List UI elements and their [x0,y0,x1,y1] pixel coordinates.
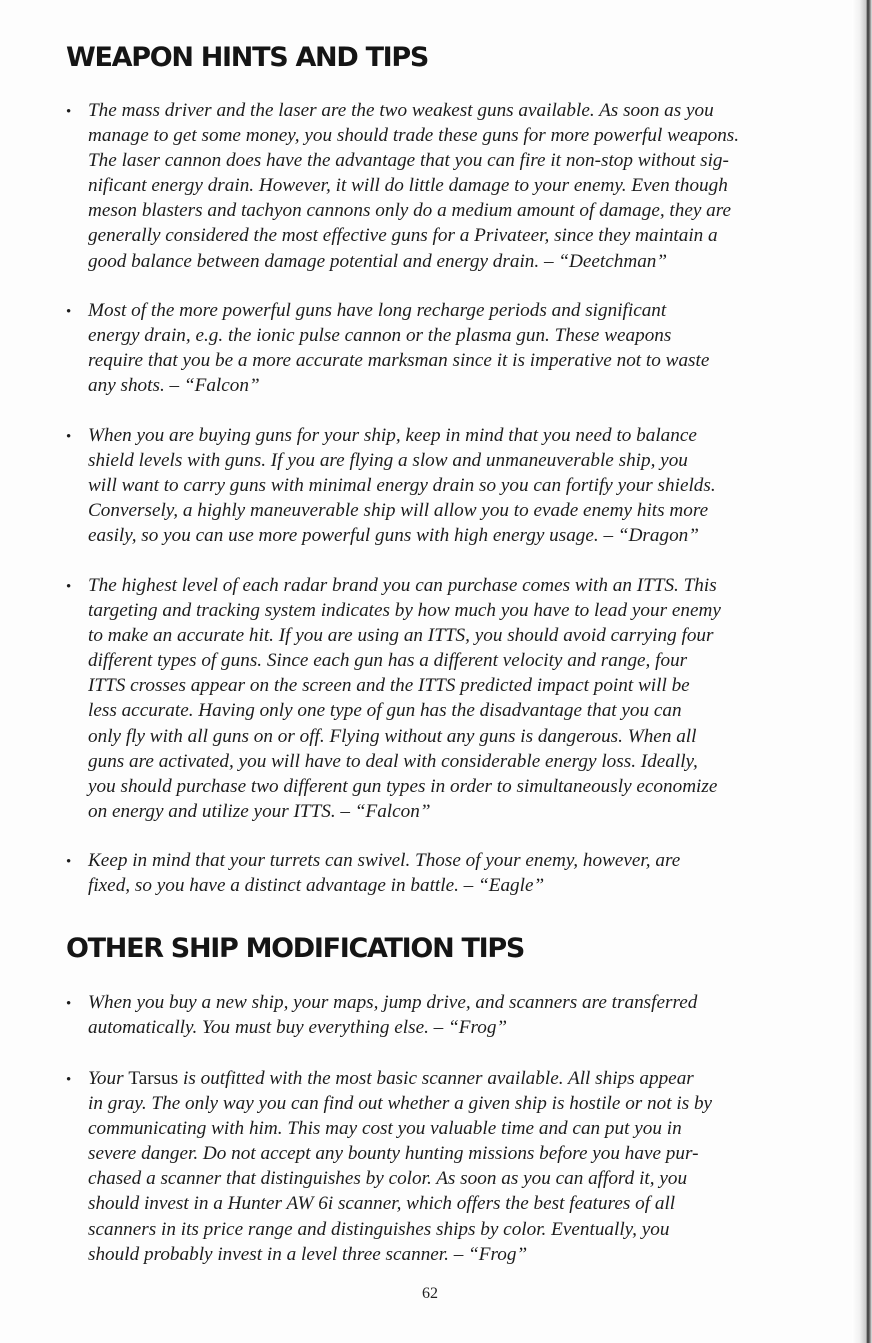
tip-line-rest: is outfitted with the most basic scanner available. All ships appear [178,1068,694,1089]
tip-line: to make an accurate hit. If you are using an ITTS, you should avoid carrying four [88,625,714,647]
tip-line: communicating with him. This may cost you valuable time and can put you in [88,1118,682,1140]
tip-line: easily, so you can use more powerful guns with high energy usage. – “Dragon” [88,525,699,547]
bullet-icon: • [66,579,72,595]
tip-line: should invest in a Hunter AW 6i scanner, which offers the best features of all [88,1193,676,1215]
page-number: 62 [422,1285,438,1302]
tip-line: When you are buying guns for your ship, keep in mind that you need to balance [88,425,697,446]
tip-list-item [66,423,806,548]
tip-line: you should purchase two different gun types in order to simultaneously economize [88,775,718,797]
tip-line: Keep in mind that your turrets can swivel. Those of your enemy, however, are [88,850,681,871]
tip-line: shield levels with guns. If you are flying a slow and unmaneuverable ship, you [88,450,688,472]
tip-text [88,848,806,898]
tip-line: targeting and tracking system indicates by how much you have to lead your enemy [88,600,721,622]
bullet-icon: • [66,1072,72,1088]
tip-text [88,298,806,398]
tip-line: in gray. The only way you can find out whether a given ship is hostile or not is by [88,1093,713,1115]
tip-line: guns are activated, you will have to deal with considerable energy loss. Ideally, [88,750,698,772]
tip-line: energy drain, e.g. the ionic pulse cannon or the plasma gun. These weapons [88,325,672,347]
tip-line: Conversely, a highly maneuverable ship will allow you to evade enemy hits more [88,500,709,522]
tip-line: chased a scanner that distinguishes by color. As soon as you can afford it, you [88,1168,688,1190]
tip-list-item [66,848,806,898]
tip-text [88,573,806,824]
tip-text [88,1066,806,1267]
book-spine-edge [852,0,872,1343]
tip-list-item [66,298,806,398]
tip-line: any shots. – “Falcon” [88,375,260,397]
tip-line: manage to get some money, you should trade these guns for more powerful weapons. [88,125,740,147]
tip-line: When you buy a new ship, your maps, jump drive, and scanners are transferred [88,992,698,1013]
tip-line: ITTS crosses appear on the screen and the ITTS predicted impact point will be [88,675,690,697]
tip-line: The highest level of each radar brand you can purchase comes with an ITTS. This [88,575,717,596]
tip-line: less accurate. Having only one type of gun has the disadvantage that you can [88,700,682,722]
bullet-icon: • [66,304,72,320]
tip-list-item [66,990,806,1040]
tip-line: generally considered the most effective guns for a Privateer, since they maintain a [88,225,718,247]
bullet-icon: • [66,854,72,870]
tip-line: Most of the more powerful guns have long recharge periods and significant [88,300,667,321]
tip-text [88,990,806,1040]
ship-name: Tarsus [128,1068,179,1089]
tip-line: meson blasters and tachyon cannons only do a medium amount of damage, they are [88,200,732,222]
tip-line: on energy and utilize your ITTS. – “Falcon” [88,800,431,822]
tip-line: The mass driver and the laser are the two weakest guns available. As soon as you [88,100,714,121]
tip-line: require that you be a more accurate marksman since it is imperative not to waste [88,350,710,372]
section-heading-weapon-hints: WEAPON HINTS AND TIPS [66,42,429,73]
tip-list-item [66,98,806,274]
tip-line [88,1066,806,1091]
tip-line: nificant energy drain. However, it will do little damage to your enemy. Even though [88,175,728,197]
tip-text [88,423,806,548]
bullet-icon: • [66,104,72,120]
tip-list-item [66,573,806,824]
tip-list-item [66,1066,806,1267]
tip-text [88,98,806,274]
tip-line: should probably invest in a level three scanner. – “Frog” [88,1243,528,1265]
tip-line: only fly with all guns on or off. Flying without any guns is dangerous. When all [88,725,697,747]
tip-line-prefix: Your [88,1068,129,1089]
bullet-icon: • [66,996,72,1012]
tip-line: will want to carry guns with minimal energy drain so you can fortify your shields. [88,475,716,497]
tip-line: fixed, so you have a distinct advantage in battle. – “Eagle” [88,875,545,897]
bullet-icon: • [66,429,72,445]
section-heading-ship-modification: OTHER SHIP MODIFICATION TIPS [66,933,524,964]
tip-line: severe danger. Do not accept any bounty hunting missions before you have pur- [88,1143,699,1165]
tip-line: good balance between damage potential and energy drain. – “Deetchman” [88,250,668,272]
tip-line: scanners in its price range and distinguishes ships by color. Eventually, you [88,1218,670,1240]
tip-line: The laser cannon does have the advantage that you can fire it non-stop without sig- [88,150,729,172]
tip-line: different types of guns. Since each gun has a different velocity and range, four [88,650,688,672]
tip-line: automatically. You must buy everything else. – “Frog” [88,1017,508,1039]
